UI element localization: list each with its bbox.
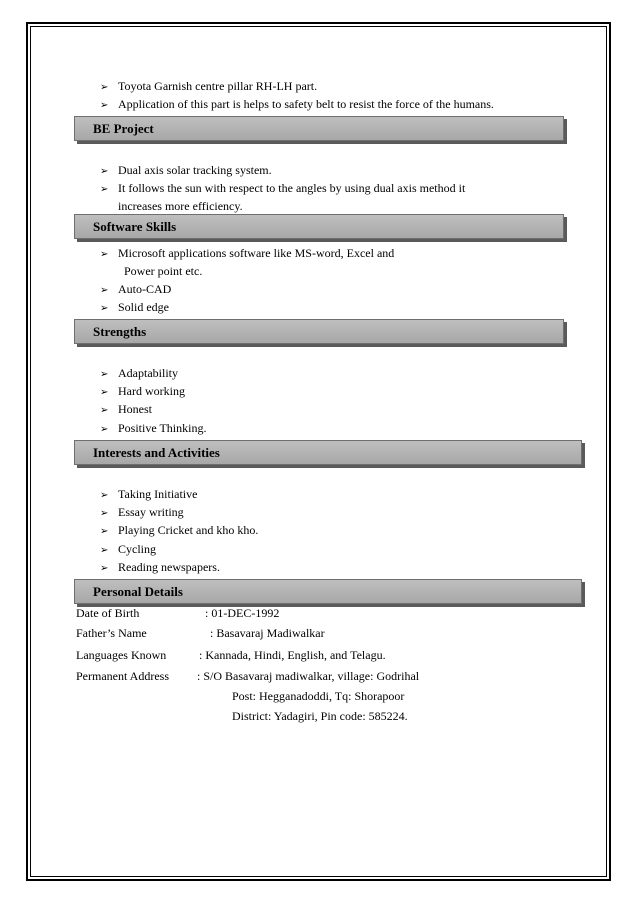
- arrow-bullet-icon: ➢: [100, 405, 109, 416]
- languages-label: Languages Known: [76, 648, 167, 662]
- father-name-label: Father’s Name: [76, 626, 147, 640]
- arrow-bullet-icon: ➢: [100, 303, 109, 314]
- arrow-bullet-icon: ➢: [100, 545, 109, 556]
- list-item: ➢ Auto-CAD: [100, 281, 171, 299]
- list-item-continuation: Power point etc.: [124, 264, 203, 278]
- arrow-bullet-icon: ➢: [100, 424, 109, 435]
- arrow-bullet-icon: ➢: [100, 508, 109, 519]
- arrow-bullet-icon: ➢: [100, 184, 109, 195]
- section-header-interests: Interests and Activities: [74, 440, 582, 465]
- list-item: ➢ Application of this part is helps to safety belt to resist the force of the humans.: [100, 96, 494, 114]
- list-item: ➢ Honest: [100, 401, 152, 419]
- address-line-1: : S/O Basavaraj madiwalkar, village: Godrihal: [197, 669, 420, 683]
- arrow-bullet-icon: ➢: [100, 166, 109, 177]
- father-name-value: : Basavaraj Madiwalkar: [210, 626, 325, 640]
- dob-value: : 01-DEC-1992: [205, 606, 280, 620]
- arrow-bullet-icon: ➢: [100, 82, 109, 93]
- list-item: ➢ Microsoft applications software like MS-word, Excel and: [100, 245, 394, 263]
- arrow-bullet-icon: ➢: [100, 285, 109, 296]
- list-item: ➢ Reading newspapers.: [100, 559, 220, 577]
- list-item: ➢ Solid edge: [100, 299, 169, 317]
- list-item: ➢ Cycling: [100, 541, 156, 559]
- arrow-bullet-icon: ➢: [100, 526, 109, 537]
- arrow-bullet-icon: ➢: [100, 249, 109, 260]
- section-header-be-project: BE Project: [74, 116, 564, 141]
- list-item: ➢ Toyota Garnish centre pillar RH-LH part.: [100, 78, 317, 96]
- address-line-2: Post: Hegganadoddi, Tq: Shorapoor: [232, 689, 405, 703]
- address-label: Permanent Address: [76, 669, 169, 683]
- list-item: ➢ Playing Cricket and kho kho.: [100, 522, 258, 540]
- languages-value: : Kannada, Hindi, English, and Telagu.: [199, 648, 386, 662]
- list-item: ➢ Essay writing: [100, 504, 184, 522]
- arrow-bullet-icon: ➢: [100, 490, 109, 501]
- arrow-bullet-icon: ➢: [100, 100, 109, 111]
- arrow-bullet-icon: ➢: [100, 387, 109, 398]
- list-item: ➢ Dual axis solar tracking system.: [100, 162, 272, 180]
- list-item: ➢ Hard working: [100, 383, 185, 401]
- list-item-continuation: increases more efficiency.: [118, 199, 243, 213]
- address-line-3: District: Yadagiri, Pin code: 585224.: [232, 709, 408, 723]
- section-header-strengths: Strengths: [74, 319, 564, 344]
- dob-label: Date of Birth: [76, 606, 140, 620]
- list-item: ➢ It follows the sun with respect to the angles by using dual axis method it: [100, 180, 465, 198]
- arrow-bullet-icon: ➢: [100, 563, 109, 574]
- section-header-software-skills: Software Skills: [74, 214, 564, 239]
- list-item: ➢ Taking Initiative: [100, 486, 197, 504]
- arrow-bullet-icon: ➢: [100, 369, 109, 380]
- list-item: ➢ Adaptability: [100, 365, 178, 383]
- list-item: ➢ Positive Thinking.: [100, 420, 206, 438]
- section-header-personal-details: Personal Details: [74, 579, 582, 604]
